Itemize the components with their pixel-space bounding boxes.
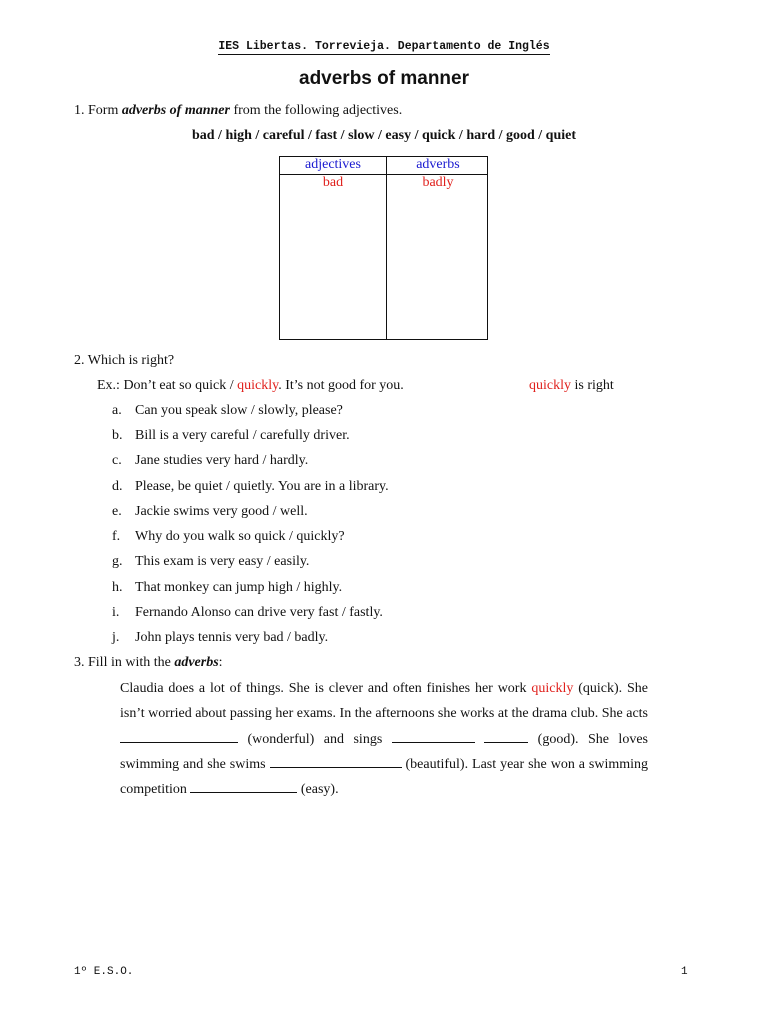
example-note-rest: is right xyxy=(574,378,614,393)
answer-blank[interactable] xyxy=(270,754,402,768)
exercise3-paragraph xyxy=(120,676,648,802)
school-header xyxy=(0,40,768,53)
exercise3-prefix: 3. Fill in with the xyxy=(74,655,171,670)
item-text: Jane studies very hard / hardly. xyxy=(135,453,309,468)
answer-blank[interactable] xyxy=(190,779,297,793)
paragraph-answer: quickly xyxy=(531,681,574,696)
example-lead: Ex.: Don’t eat so quick / xyxy=(97,378,234,393)
exercise1-number: 1. xyxy=(74,103,85,118)
exercise1-instruction xyxy=(74,103,402,119)
item-text: Can you speak slow / slowly, please? xyxy=(135,403,343,418)
item-letter: d. xyxy=(112,479,123,494)
example-note xyxy=(529,378,614,394)
item-letter: e. xyxy=(112,504,122,519)
exercise2-example xyxy=(97,378,404,394)
item-letter: h. xyxy=(112,580,123,595)
word-list: bad / high / careful / fast / slow / easy / quick / hard / good / quiet xyxy=(191,128,577,143)
item-text: John plays tennis very bad / badly. xyxy=(135,630,329,645)
paragraph-text: (wonderful) and sings xyxy=(247,731,383,747)
school-header-text: IES Libertas. Torrevieja. Departamento de Inglés xyxy=(218,40,550,53)
page-title: adverbs of manner xyxy=(299,68,469,89)
item-text: Jackie swims very good / well. xyxy=(135,504,308,519)
item-text: Fernando Alonso can drive very fast / fastly. xyxy=(135,605,383,620)
item-text: This exam is very easy / easily. xyxy=(135,554,310,569)
example-rest: . It’s not good for you. xyxy=(278,378,404,393)
exercise2-heading: 2. Which is right? xyxy=(74,353,175,368)
paragraph-text: (beautiful). Last year she won a swimming competition xyxy=(120,756,649,798)
table-example-adjective: bad xyxy=(322,175,344,190)
item-letter: i. xyxy=(112,605,120,620)
page-number: 1 xyxy=(681,966,688,978)
paragraph-text: Claudia does a lot of things. She is clever and often finishes her work xyxy=(120,681,527,696)
item-text: Bill is a very careful / carefully driver. xyxy=(135,428,350,443)
exercise1-suffix: from the following adjectives. xyxy=(233,103,403,118)
exercise3-heading xyxy=(74,655,223,671)
item-text: Why do you walk so quick / quickly? xyxy=(135,529,345,544)
table-header-adjectives: adjectives xyxy=(305,157,361,172)
paragraph-text: (good). She loves swimming and she swims xyxy=(120,731,648,772)
answer-blank[interactable] xyxy=(484,729,528,743)
item-letter: a. xyxy=(112,403,122,418)
exercise3-emphasis: adverbs xyxy=(174,655,219,670)
paragraph-text: (quick). She isn’t worried about passing her exams. In the afternoons she works at the drama club. She acts xyxy=(120,681,648,722)
item-letter: j. xyxy=(112,630,120,645)
paragraph-text: (easy). xyxy=(300,782,339,798)
exercise1-emphasis: adverbs of manner xyxy=(121,103,230,118)
exercise3-colon: : xyxy=(218,655,223,670)
table-example-adverb: badly xyxy=(422,175,454,190)
adjectives-adverbs-table xyxy=(279,156,488,340)
example-note-answer: quickly xyxy=(529,378,571,393)
answer-blank[interactable] xyxy=(120,729,238,743)
item-letter: g. xyxy=(112,554,123,569)
answer-blank[interactable] xyxy=(392,729,475,743)
footer-course: 1º E.S.O. xyxy=(74,966,134,978)
table-header-adverbs: adverbs xyxy=(416,157,460,172)
item-text: Please, be quiet / quietly. You are in a library. xyxy=(135,479,389,494)
item-letter: b. xyxy=(112,428,123,443)
exercise1-prefix: Form xyxy=(88,103,119,118)
example-answer: quickly xyxy=(237,378,279,393)
item-letter: c. xyxy=(112,453,122,468)
item-text: That monkey can jump high / highly. xyxy=(135,580,343,595)
item-letter: f. xyxy=(112,529,121,544)
